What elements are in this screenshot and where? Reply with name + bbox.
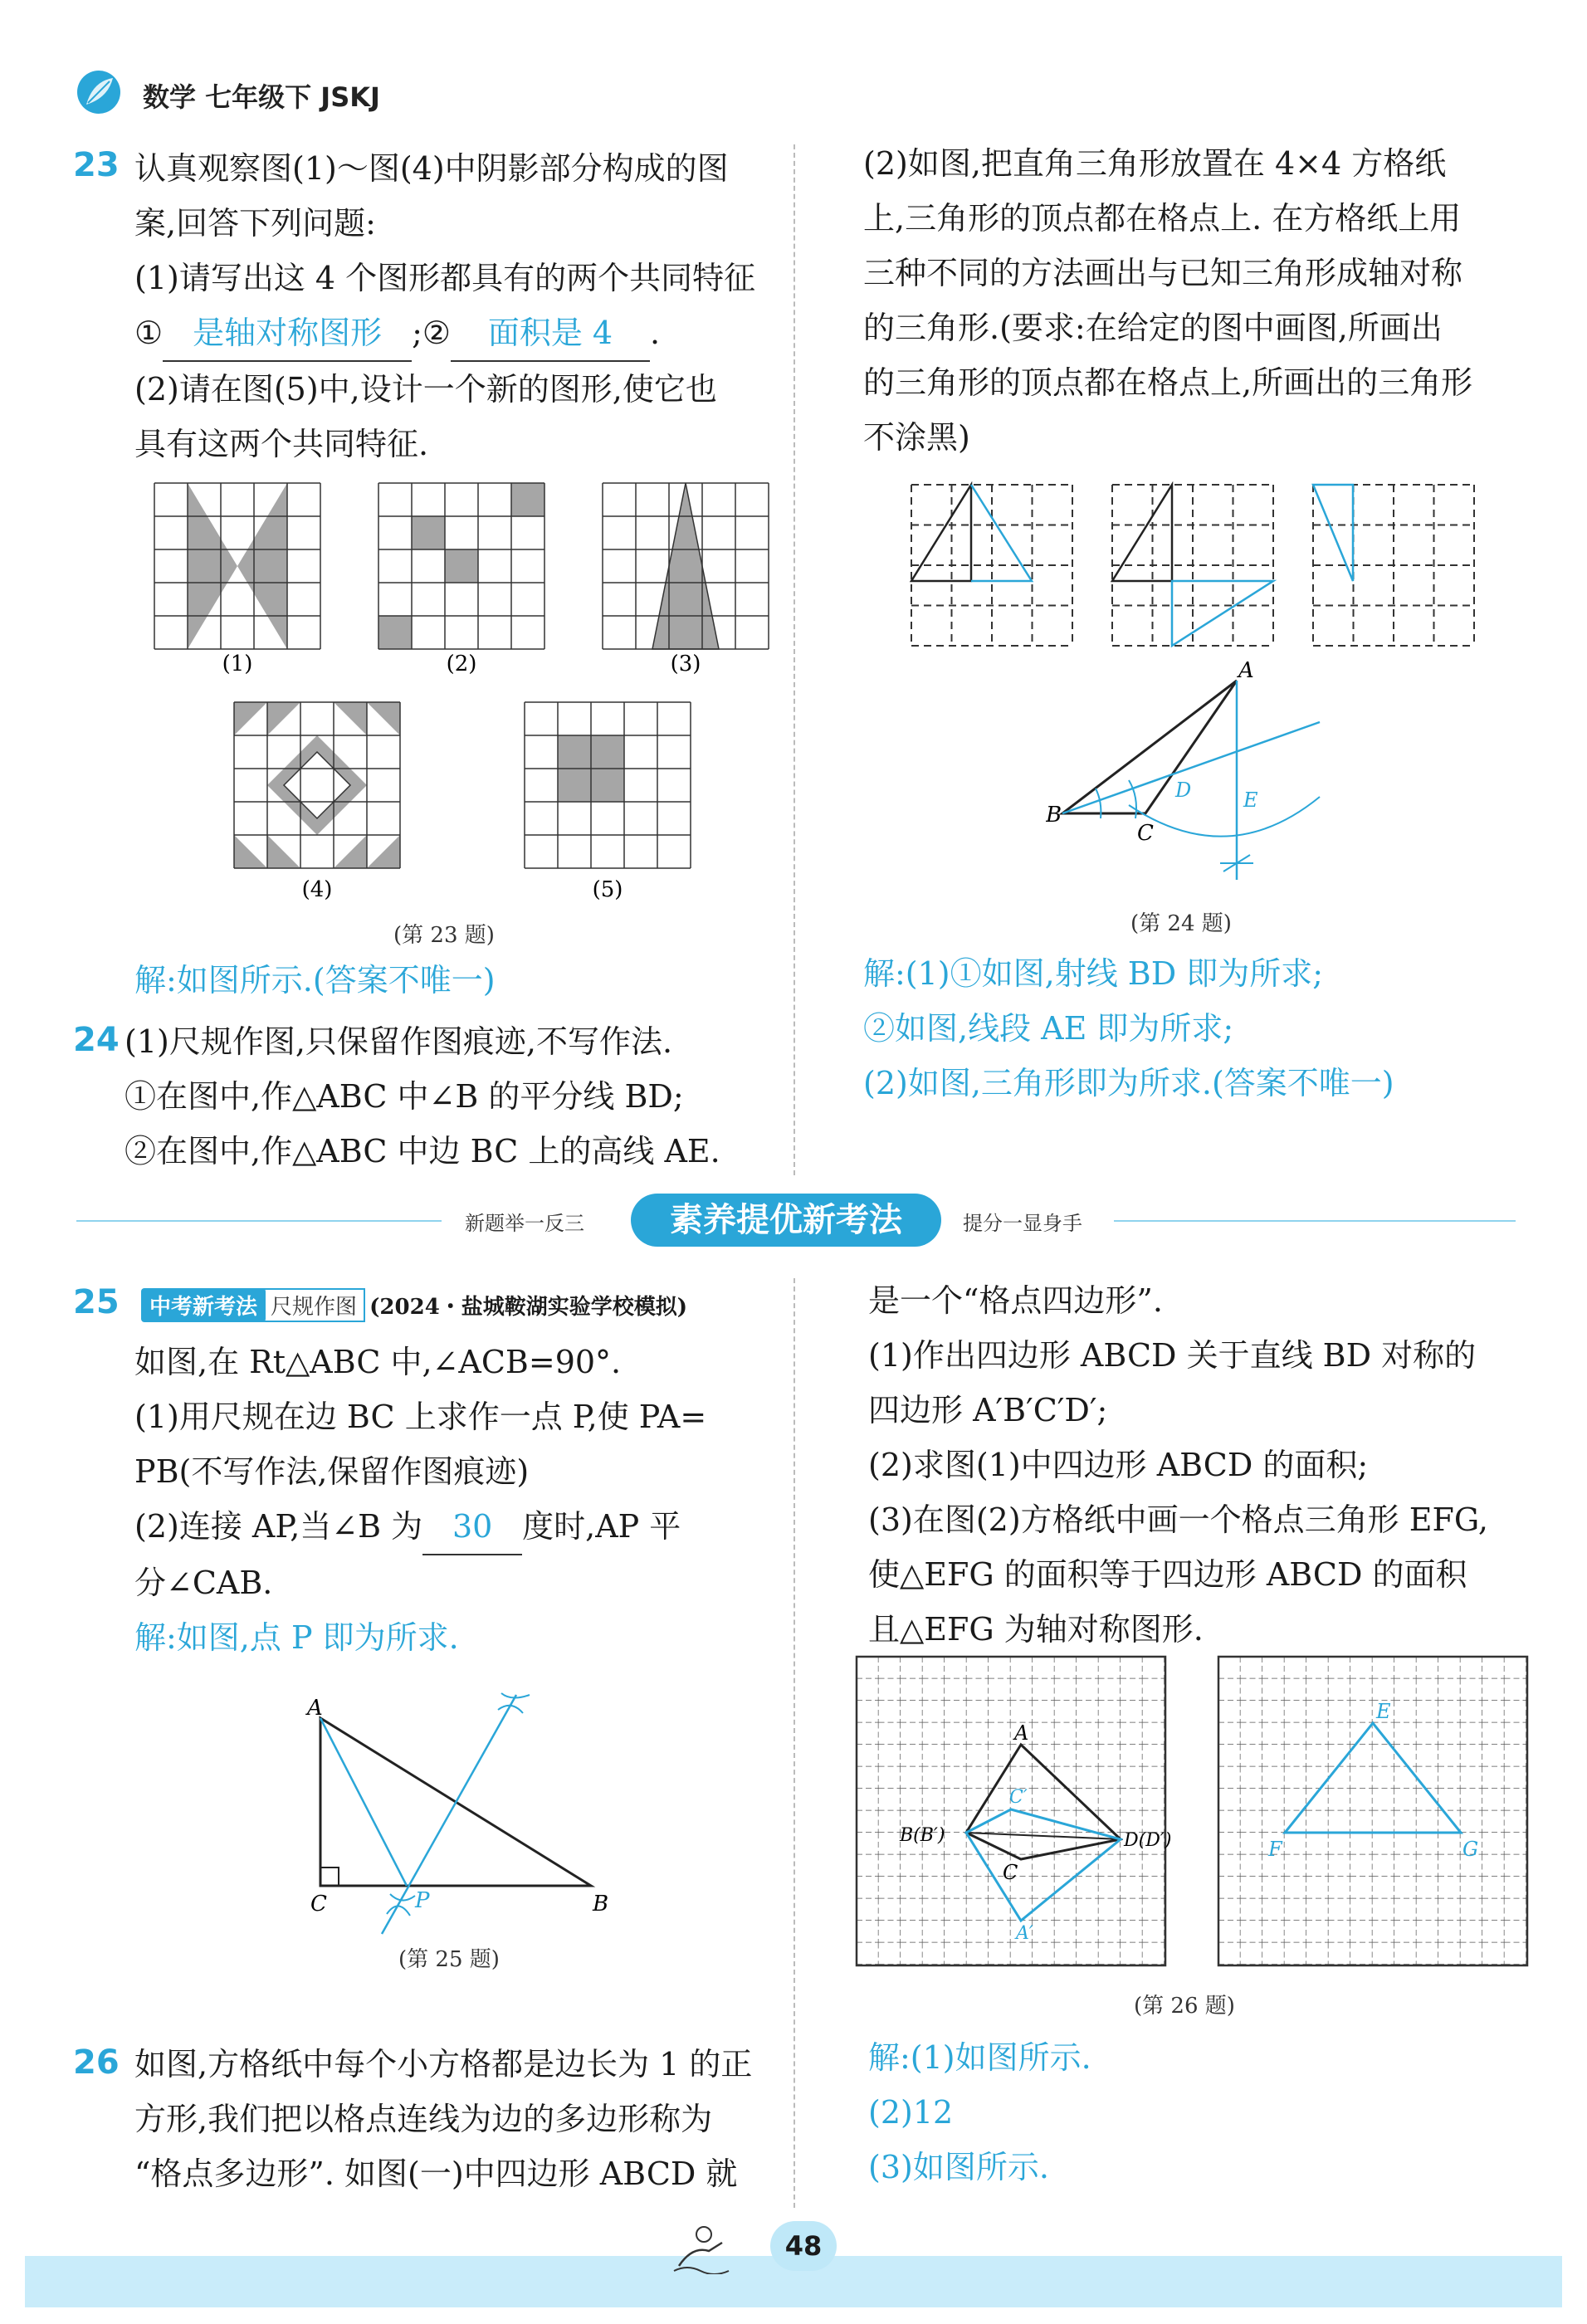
q25-tags (141, 1288, 687, 1322)
q24-right-text (863, 136, 1544, 465)
grid-two (1218, 1657, 1527, 1965)
header-title: 数学 七年级下 JSKJ (143, 81, 380, 113)
figure-label: (1) (222, 652, 253, 676)
point-label: C (310, 1892, 327, 1916)
tag-topic: 尺规作图 (262, 1288, 365, 1322)
solution-text: 解:如图,点 P 即为所求. (134, 1619, 459, 1656)
text-line: (2)求图(1)中四边形 ABCD 的面积; (868, 1447, 1369, 1483)
blank-prefix: ① (134, 315, 164, 351)
text-line: (1)请写出这 4 个图形都具有的两个共同特征 (134, 260, 756, 296)
q24-construction (1046, 656, 1361, 896)
point-label: C (1137, 821, 1154, 846)
point-label: A (1238, 658, 1254, 683)
text-line: PB(不写作法,保留作图痕迹) (134, 1453, 530, 1490)
separator-line (1114, 1220, 1516, 1222)
text-line: 的三角形.(要求:在给定的图中画图,所画出 (863, 310, 1443, 346)
figure-3 (603, 483, 769, 649)
q23-figures (149, 476, 780, 908)
text-line: 案,回答下列问题: (134, 205, 376, 242)
text-line: 且△EFG 为轴对称图形. (868, 1611, 1204, 1648)
triangle-abc (1062, 681, 1237, 813)
question-number: 23 (73, 146, 120, 184)
question-source: (2024・盐城鞍湖实验学校模拟) (369, 1295, 688, 1320)
figure-label: (3) (670, 652, 701, 676)
point-label: A′ (1016, 1923, 1033, 1944)
text-line: 不涂黑) (863, 419, 970, 456)
text-line: (1)作出四边形 ABCD 关于直线 BD 对称的 (868, 1337, 1477, 1374)
text-line: 使△EFG 的面积等于四边形 ABCD 的面积 (868, 1556, 1467, 1593)
tag-new-method: 中考新考法 (141, 1288, 266, 1322)
text-line: 的三角形的顶点都在格点上,所画出的三角形 (863, 364, 1473, 401)
text-line: ①在图中,作△ABC 中∠B 的平分线 BD; (125, 1078, 684, 1115)
point-label: C′ (1009, 1787, 1028, 1808)
text: (2)连接 AP,当∠B 为 (134, 1508, 423, 1545)
figure-caption: (第 24 题) (1130, 911, 1232, 936)
column-divider (794, 1278, 795, 2208)
figure-label: (4) (301, 877, 333, 902)
text-line: 分∠CAB. (134, 1565, 273, 1601)
text-line: 如图,在 Rt△ABC 中,∠ACB=90°. (134, 1344, 622, 1380)
q25-text (134, 1335, 790, 1665)
grid-1 (911, 485, 1072, 646)
solution-text: (2)12 (868, 2094, 954, 2131)
q26-grids (855, 1655, 1544, 1979)
text-line: 三种不同的方法画出与已知三角形成轴对称 (863, 255, 1463, 291)
column-divider (794, 144, 795, 1175)
answer-blank: 30 (422, 1499, 522, 1555)
question-number: 25 (73, 1283, 120, 1321)
swimmer-icon (671, 2221, 737, 2274)
grid-one (857, 1657, 1171, 1965)
point-label: G (1462, 1838, 1479, 1861)
text-line: ②在图中,作△ABC 中边 BC 上的高线 AE. (125, 1133, 720, 1169)
point-label: C (1003, 1861, 1018, 1884)
solution-text: 解:(1)①如图,射线 BD 即为所求; (863, 955, 1324, 992)
answer-line (134, 1499, 790, 1555)
point-label: F (1268, 1838, 1282, 1861)
text-line: (3)在图(2)方格纸中画一个格点三角形 EFG, (868, 1501, 1488, 1538)
figure-1 (154, 483, 320, 649)
figure-5 (525, 702, 691, 868)
point-label: E (1376, 1700, 1391, 1723)
section-subtitle: 提分一显身手 (963, 1212, 1082, 1235)
answer-blank: 面积是 4 (451, 305, 650, 362)
text-line: 认真观察图(1)～图(4)中阴影部分构成的图 (134, 150, 729, 187)
point-label: D(D′) (1124, 1830, 1172, 1851)
q23-text (134, 141, 782, 471)
leaf-logo-icon (76, 70, 121, 115)
text-line: 方形,我们把以格点连线为边的多边形称为 (134, 2101, 713, 2137)
solution-text: 解:如图所示.(答案不唯一) (134, 962, 496, 998)
figure-caption: (第 25 题) (398, 1947, 500, 1972)
text-line: (2)请在图(5)中,设计一个新的图形,使它也 (134, 371, 717, 408)
text-line: 如图,方格纸中每个小方格都是边长为 1 的正 (134, 2046, 753, 2082)
page-number: 48 (770, 2221, 837, 2271)
point-label: E (1243, 788, 1258, 812)
answer-line (134, 305, 782, 362)
figure-caption: (第 26 题) (1134, 1994, 1235, 2019)
section-banner: 素养提优新考法 (631, 1194, 941, 1247)
text: 度时,AP 平 (522, 1508, 681, 1545)
question-number: 24 (73, 1021, 120, 1059)
text-line: 具有这两个共同特征. (134, 426, 429, 462)
text-line: (1)用尺规在边 BC 上求作一点 P,使 PA= (134, 1399, 707, 1435)
figure-label: (5) (592, 877, 623, 902)
point-label: A (1014, 1721, 1029, 1745)
text-line: (2)如图,把直角三角形放置在 4×4 方格纸 (863, 145, 1447, 182)
solution-text: 解:(1)如图所示. (868, 2039, 1091, 2076)
section-subtitle: 新题举一反三 (465, 1212, 584, 1235)
answer-blank: 是轴对称图形 (163, 305, 412, 362)
q24-solution (863, 946, 1544, 1111)
point-label: B (1046, 803, 1062, 828)
figure-label: (2) (446, 652, 477, 676)
text-line: (1)尺规作图,只保留作图痕迹,不写作法. (125, 1023, 673, 1060)
text-line: 四边形 A′B′C′D′; (868, 1392, 1108, 1428)
q26-text (134, 2037, 790, 2201)
text-line: “格点多边形”. 如图(一)中四边形 ABCD 就 (134, 2156, 738, 2192)
solution-text: ②如图,线段 AE 即为所求; (863, 1010, 1234, 1047)
q26-right-text (868, 1273, 1549, 1657)
q24-grids (905, 481, 1486, 647)
grid-3 (1313, 485, 1474, 646)
figure-2 (378, 483, 544, 649)
q26-solution (868, 2030, 1549, 2195)
figure-caption: (第 23 题) (393, 923, 495, 948)
separator-line (76, 1220, 442, 1222)
perpendicular-bisector (382, 1695, 516, 1934)
point-label: P (415, 1888, 430, 1913)
point-label: D (1175, 779, 1192, 802)
solution-text: (3)如图所示. (868, 2149, 1049, 2185)
figure-4 (234, 702, 400, 868)
text-line: 是一个“格点四边形”. (868, 1282, 1163, 1319)
question-number: 26 (73, 2043, 120, 2082)
point-label: B(B′) (900, 1825, 945, 1846)
point-label: A (307, 1696, 323, 1721)
blank-prefix: ;② (412, 315, 451, 351)
text-line: 上,三角形的顶点都在格点上. 在方格纸上用 (863, 200, 1462, 237)
blank-end: . (649, 315, 661, 351)
grid-2 (1112, 485, 1273, 646)
q24-text (125, 1014, 789, 1179)
point-label: B (593, 1892, 609, 1916)
solution-text: (2)如图,三角形即为所求.(答案不唯一) (863, 1065, 1394, 1101)
q25-figure (299, 1677, 631, 1950)
segment-ap (320, 1718, 407, 1886)
